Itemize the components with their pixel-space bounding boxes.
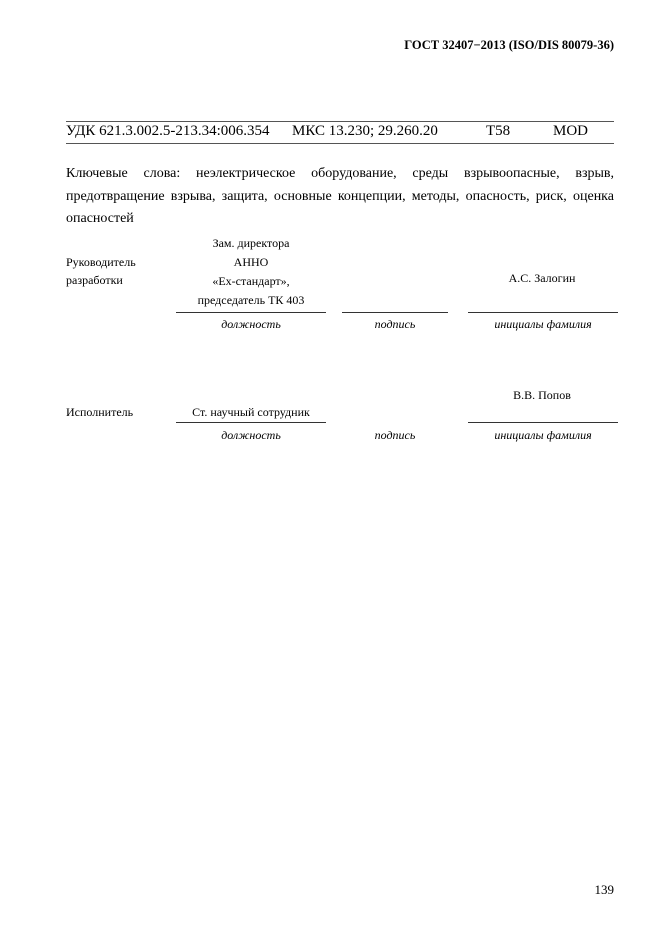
executor-caption-signature: подпись (374, 428, 416, 442)
position-line: Зам. директора (212, 236, 290, 250)
head-developer-label (66, 253, 136, 289)
position-line: «Ex-стандарт», (212, 274, 290, 288)
keywords-paragraph: Ключевые слова: неэлектрическое оборудование, среды взрывоопасные, взрыв, предотвращение взрыва, защита, основные концепции, методы, опасность, риск, оценка опасностей (66, 166, 614, 226)
executor-position: Ст. научный сотрудник (192, 405, 310, 419)
classification-rule (66, 143, 614, 144)
caption-signature: подпись (374, 317, 416, 331)
executor-name: В.В. Попов (513, 388, 571, 402)
position-line-rule (176, 312, 326, 313)
document-header: ГОСТ 32407−2013 (ISO/DIS 80079-36) (404, 38, 614, 52)
executor-label: Исполнитель (66, 405, 134, 419)
head-developer-position (176, 234, 326, 310)
name-line-rule (468, 312, 618, 313)
role-label-line1: Руководитель (66, 255, 136, 269)
executor-position-rule (176, 422, 326, 423)
position-line: АННО (233, 255, 269, 269)
caption-position: должность (221, 317, 281, 331)
executor-name-rule (468, 422, 618, 423)
udk-code: УДК 621.3.002.5-213.34:006.354 (66, 123, 270, 139)
role-label-line2: разработки (66, 273, 123, 287)
mod-code: MOD (553, 123, 589, 139)
caption-name: инициалы фамилия (494, 317, 592, 331)
top-rule (66, 121, 614, 122)
executor-caption-position: должность (221, 428, 281, 442)
position-line: председатель ТК 403 (197, 293, 305, 307)
signature-line-rule (342, 312, 448, 313)
page-number: 139 (594, 882, 614, 897)
mks-code: МКС 13.230; 29.260.20 (292, 123, 438, 139)
executor-caption-name: инициалы фамилия (494, 428, 592, 442)
category-code: Т58 (486, 123, 511, 139)
head-developer-name: А.С. Залогин (508, 271, 576, 285)
